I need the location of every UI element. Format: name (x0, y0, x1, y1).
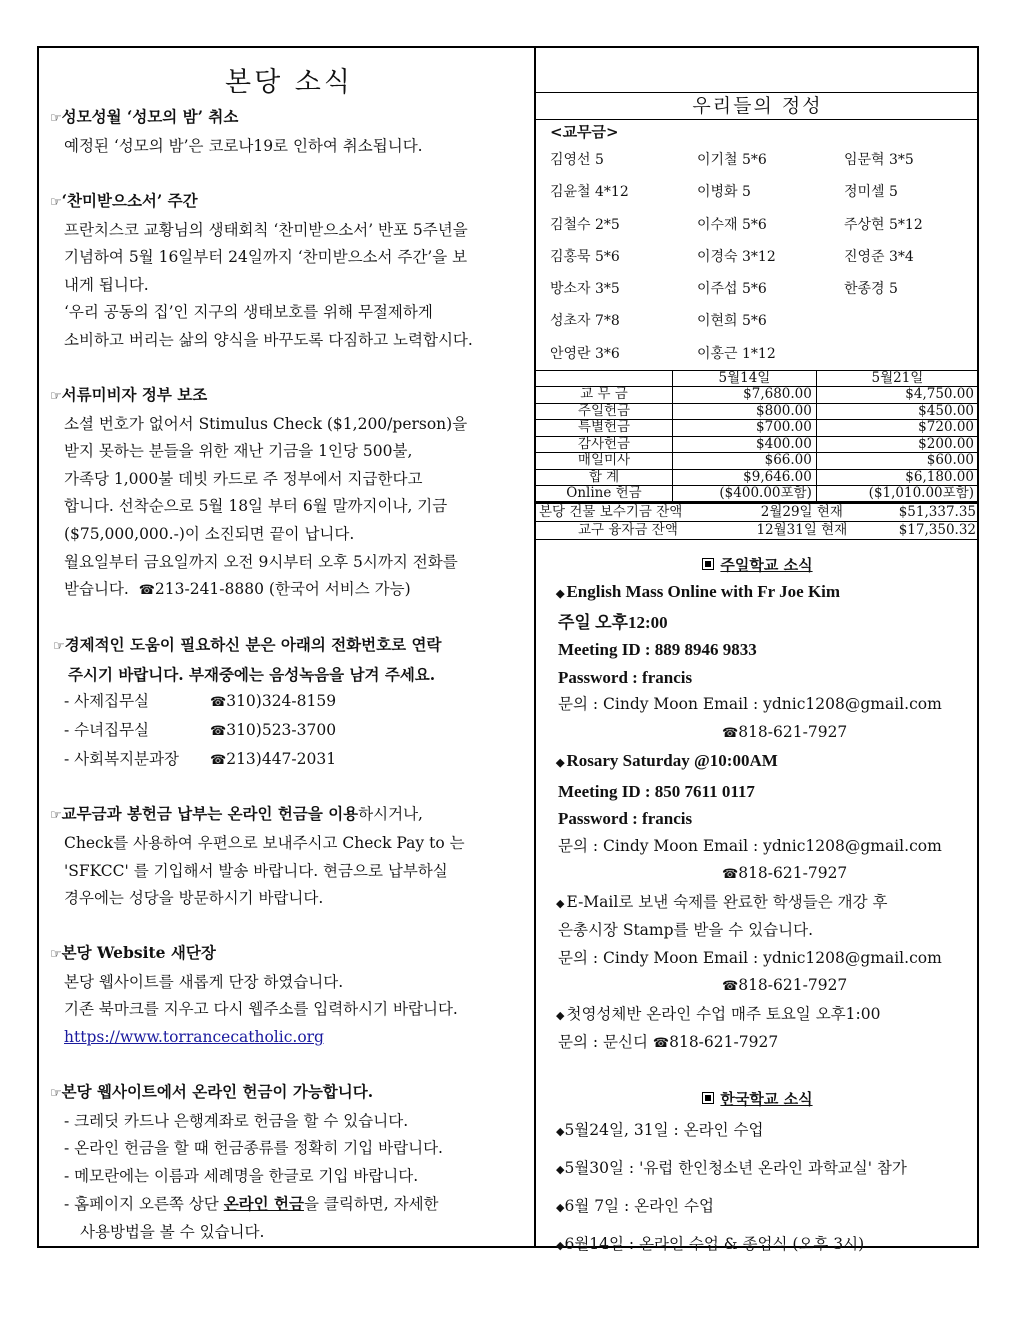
diamond-icon: ◆ (556, 1162, 565, 1176)
balance-row (536, 522, 979, 540)
finance-row (536, 469, 979, 485)
text-line: 소비하고 버리는 삶의 양식을 바꾸도록 다짐하고 노력합시다. (64, 330, 473, 349)
section-heading: 본당 웹사이트에서 온라인 헌금이 가능합니다. (61, 1081, 374, 1101)
korean-school-heading: 한국학교 소식 (536, 1086, 979, 1112)
rosary-meeting-id: Meeting ID : 850 7611 0117 (558, 781, 755, 801)
donor-entry (844, 338, 974, 370)
balance-label: 교구 융자금 잔액 (536, 522, 737, 540)
balance-row (536, 503, 979, 522)
donor-entry (844, 305, 974, 337)
donor-entry: 한종경 5 (844, 281, 898, 298)
finance-row (536, 403, 979, 419)
phone-icon: ☎ (210, 695, 227, 711)
text-line: ‘우리 공동의 집’인 지구의 생태보호를 위해 무절제하게 (64, 303, 433, 322)
sunday-school-heading: 주일학교 소식 (536, 552, 979, 578)
text-line: - 메모란에는 이름과 세례명을 한글로 기입 바랍니다. (64, 1166, 419, 1185)
finance-row (536, 485, 979, 501)
finance-label: 감사헌금 (536, 436, 673, 452)
mass-meeting-id: Meeting ID : 889 8946 9833 (558, 640, 757, 660)
donor-entry: 정미셀 5 (844, 184, 898, 201)
finance-row (536, 453, 979, 469)
section-heading: 경제적인 도움이 필요하신 분은 아래의 전화번호로 연락 (64, 634, 442, 654)
contact-line: 문의 : Cindy Moon Email : ydnic1208@gmail.com (558, 836, 942, 855)
text-line: 받지 못하는 분들을 위한 재난 기금을 1인당 500불, (64, 442, 413, 461)
right-column (536, 46, 979, 1264)
phone-icon: ☎ (722, 725, 739, 741)
donor-entry: 이병화 5 (697, 184, 751, 201)
donor-entry: 김윤철 4*12 (550, 184, 629, 201)
donor-entry: 김홍묵 5*6 (550, 248, 620, 265)
donor-entry: 안영란 3*6 (550, 345, 620, 362)
finance-label: 매일미사 (536, 453, 673, 469)
finance-label: Online 헌금 (536, 485, 673, 501)
contact-phone: 310)523-3700 (226, 720, 337, 739)
donor-entry: 진영준 3*4 (844, 248, 914, 265)
text-line: 프란치스코 교황님의 생태회칙 ‘찬미받으소서’ 반포 5주년을 (64, 220, 468, 239)
balance-table (536, 502, 979, 540)
phone-icon: ☎ (652, 1036, 670, 1052)
phone-icon: ☎ (210, 723, 227, 739)
phone-icon: ☎ (210, 752, 227, 768)
korean-school-item: ◆5월30일 : '유럽 한인청소년 온라인 과학교실' 참가 (556, 1158, 907, 1177)
finance-amount: $400.00 (673, 436, 817, 452)
text-line: 'SFKCC' 를 기입해서 발송 바랍니다. 현금으로 납부하실 (64, 861, 448, 880)
page-title: 본당 소식 (225, 67, 353, 98)
contact-name: - 수녀집무실 (64, 720, 150, 739)
finance-amount: $60.00 (816, 453, 978, 469)
text-line: 합니다. 선착순으로 5월 18일 부터 6월 말까지이나, 기금 (64, 497, 448, 516)
balance-label: 본당 건물 보수기금 잔액 (536, 503, 737, 522)
date-col-b: 5월21일 (816, 371, 978, 387)
contact-row (50, 746, 528, 775)
finance-amount: $4,750.00 (816, 387, 978, 403)
rosary-password: Password : francis (558, 809, 693, 829)
donor-list (536, 144, 979, 370)
text-line: - 온라인 헌금을 할 때 헌금종류를 정확히 기입 바랍니다. (64, 1139, 443, 1158)
mass-time: 주일 오후12:00 (558, 612, 668, 632)
donor-entry: 이경숙 3*12 (697, 248, 776, 265)
text-line: - 홈페이지 오른쪽 상단 온라인 헌금을 클릭하면, 자세한 (64, 1194, 439, 1214)
balance-amount: $17,350.32 (867, 522, 979, 540)
contact-name: - 사회복지분과장 (64, 749, 179, 768)
korean-school-item: ◆6월 7일 : 온라인 수업 (556, 1196, 714, 1215)
finance-label: 교 무 금 (536, 387, 673, 403)
website-link[interactable]: https://www.torrancecatholic.org (64, 1028, 324, 1047)
donor-entry: 이현희 5*6 (697, 313, 767, 330)
finance-amount: ($1,010.00포함) (816, 485, 978, 501)
offerings-title: 우리들의 정성 (536, 93, 979, 120)
pointing-hand-icon: ☞ (50, 111, 62, 126)
homework-line2: 은총시장 Stamp를 받을 수 있습니다. (558, 921, 814, 940)
diamond-icon: ◆ (556, 757, 565, 770)
section-online-giving: ☞교무금과 봉헌금 납부는 온라인 헌금을 이용하시거나, Check를 사용하여 우편으로 보내주시고 Check Pay to 는 'SFKCC' 를 기입해서 발송 바랍니다. 현금으로 납부하실 경우에는 성당을 방문하시기 바랍니다. (50, 800, 528, 913)
english-mass-item: ◆ English Mass Online with Fr Joe Kim (556, 582, 841, 602)
finance-amount: $450.00 (816, 403, 978, 419)
contact-phone: ☎818-621-7927 (722, 722, 848, 741)
donor-entry: 주상현 5*12 (844, 216, 923, 233)
donor-label: <교무금> (550, 123, 619, 141)
balance-amount: $51,337.35 (867, 503, 979, 522)
text-line: Check를 사용하여 우편으로 보내주시고 Check Pay to 는 (64, 834, 465, 853)
pointing-hand-icon: ☞ (50, 808, 62, 824)
text-line: 소셜 번호가 없어서 Stimulus Check ($1,200/person)을 (64, 414, 468, 433)
section-heading-line2: 주시기 바랍니다. 부재중에는 음성녹음을 남겨 주세요. (68, 664, 436, 684)
text-line: 가족당 1,000불 데빗 카드로 주 정부에서 지급한다고 (64, 469, 423, 488)
text-line: 월요일부터 금요일까지 오전 9시부터 오후 5시까지 전화를 (64, 552, 458, 571)
square-icon (702, 558, 714, 570)
finance-header-row (536, 371, 979, 387)
phone-number: 213-241-8880 (154, 580, 264, 599)
korean-school-item: ◆6월14일 : 온라인 수업 & 종업식 (오후 3시) (556, 1234, 865, 1253)
pointing-hand-icon: ☞ (50, 946, 62, 962)
diamond-icon: ◆ (556, 1238, 565, 1252)
contact-row (50, 717, 528, 746)
finance-row (536, 436, 979, 452)
section-heading: 교무금과 봉헌금 납부는 온라인 헌금을 이용 (61, 804, 359, 824)
finance-amount: $9,646.00 (673, 469, 817, 485)
diamond-icon: ◆ (556, 1008, 565, 1022)
section-heading: ‘찬미받으소서’ 주간 (61, 190, 198, 210)
donor-entry: 이홍근 1*12 (697, 345, 776, 362)
section-financial-help (50, 631, 528, 774)
section-website-giving (50, 1078, 528, 1247)
donor-entry: 방소자 3*5 (550, 281, 620, 298)
text-line: ($75,000,000.-)이 소진되면 끝이 납니다. (64, 524, 355, 543)
diamond-icon: ◆ (556, 1124, 565, 1138)
finance-table (536, 370, 979, 502)
first-communion-contact: 문의 : 문신디 ☎818-621-7927 (558, 1033, 779, 1052)
text-line: 기념하여 5월 16일부터 24일까지 ‘찬미받으소서 주간’을 보 (64, 248, 468, 267)
homework-item: ◆ E-Mail로 보낸 숙제를 완료한 학생들은 개강 후 (556, 892, 888, 911)
donor-entry: 성초자 7*8 (550, 313, 620, 330)
donor-entry: 이기철 5*6 (697, 152, 767, 168)
text-line: 내게 됩니다. (64, 275, 149, 294)
finance-amount: $6,180.00 (816, 469, 978, 485)
contact-line: 문의 : Cindy Moon Email : ydnic1208@gmail.com (558, 695, 942, 714)
text-line: - 크레딧 카드나 은행계좌로 헌금을 할 수 있습니다. (64, 1111, 409, 1130)
mass-password: Password : francis (558, 667, 693, 687)
diamond-icon: ◆ (556, 1200, 565, 1214)
finance-amount: $66.00 (673, 453, 817, 469)
text-line: 경우에는 성당을 방문하시기 바랍니다. (64, 889, 324, 908)
finance-amount: $200.00 (816, 436, 978, 452)
diamond-icon: ◆ (556, 896, 565, 910)
text-line: 사용방법을 볼 수 있습니다. (80, 1223, 265, 1242)
korean-school-item: ◆5월24일, 31일 : 온라인 수업 (556, 1120, 764, 1139)
left-column (50, 50, 528, 1266)
section-heading: 본당 Website 새단장 (61, 942, 216, 962)
donor-entry: 이수재 5*6 (697, 216, 767, 233)
finance-label: 특별헌금 (536, 420, 673, 436)
finance-amount: $700.00 (673, 420, 817, 436)
phone-icon: ☎ (722, 979, 739, 995)
balance-date: 12월31일 현재 (737, 522, 867, 540)
contact-phone: ☎818-621-7927 (722, 864, 848, 883)
donor-entry: 김철수 2*5 (550, 216, 620, 233)
online-giving-link-text: 온라인 헌금 (223, 1194, 304, 1214)
finance-label: 합 계 (536, 469, 673, 485)
text-line: 본당 웹사이트를 새롭게 단장 하였습니다. (64, 972, 344, 991)
section-may-cancel (50, 103, 528, 161)
contact-name: - 사제집무실 (64, 692, 150, 711)
finance-label: 주일헌금 (536, 403, 673, 419)
pointing-hand-icon: ☞ (50, 388, 62, 404)
finance-amount: ($400.00포함) (673, 485, 817, 501)
section-heading: 성모성월 ‘성모의 밤’ 취소 (61, 107, 239, 126)
finance-row (536, 420, 979, 436)
date-col-a: 5월14일 (673, 371, 817, 387)
pointing-hand-icon: ☞ (50, 1085, 62, 1101)
contact-phone: 310)324-8159 (226, 692, 337, 711)
rosary-item: ◆ Rosary Saturday @10:00AM (556, 751, 778, 771)
finance-amount: $7,680.00 (673, 387, 817, 403)
phone-icon: ☎ (138, 583, 155, 599)
donor-entry: 임문혁 3*5 (844, 152, 914, 168)
right-header-spacer (536, 46, 979, 93)
finance-row (536, 387, 979, 403)
pointing-hand-icon: ☞ (50, 194, 62, 210)
text-line: 받습니다. ☎213-241-8880 (한국어 서비스 가능) (64, 580, 411, 599)
finance-amount: $720.00 (816, 420, 978, 436)
contact-row (50, 688, 528, 717)
donor-entry: 김영선 5 (550, 152, 604, 168)
phone-icon: ☎ (722, 867, 739, 883)
finance-amount: $800.00 (673, 403, 817, 419)
section-undocumented-aid (50, 381, 528, 605)
pointing-hand-icon: ☞ (53, 638, 65, 654)
text-line: 예정된 ‘성모의 밤’은 코로나19로 인하여 취소됩니다. (64, 137, 423, 155)
first-communion-item: ◆ 첫영성체반 온라인 수업 매주 토요일 오후1:00 (556, 1004, 881, 1023)
balance-date: 2월29일 현재 (737, 503, 867, 522)
contact-phone: 213)447-2031 (226, 749, 337, 768)
section-laudato-si (50, 187, 528, 355)
contact-phone: ☎818-621-7927 (722, 976, 848, 995)
section-heading: 서류미비자 정부 보조 (61, 384, 208, 404)
donor-entry: 이주섭 5*6 (697, 281, 767, 298)
text-line: 기존 북마크를 지우고 다시 웹주소를 입력하시기 바랍니다. (64, 1000, 458, 1019)
section-website (50, 939, 528, 1052)
square-icon (702, 1092, 714, 1104)
diamond-icon: ◆ (556, 588, 565, 601)
contact-line: 문의 : Cindy Moon Email : ydnic1208@gmail.com (558, 948, 942, 967)
